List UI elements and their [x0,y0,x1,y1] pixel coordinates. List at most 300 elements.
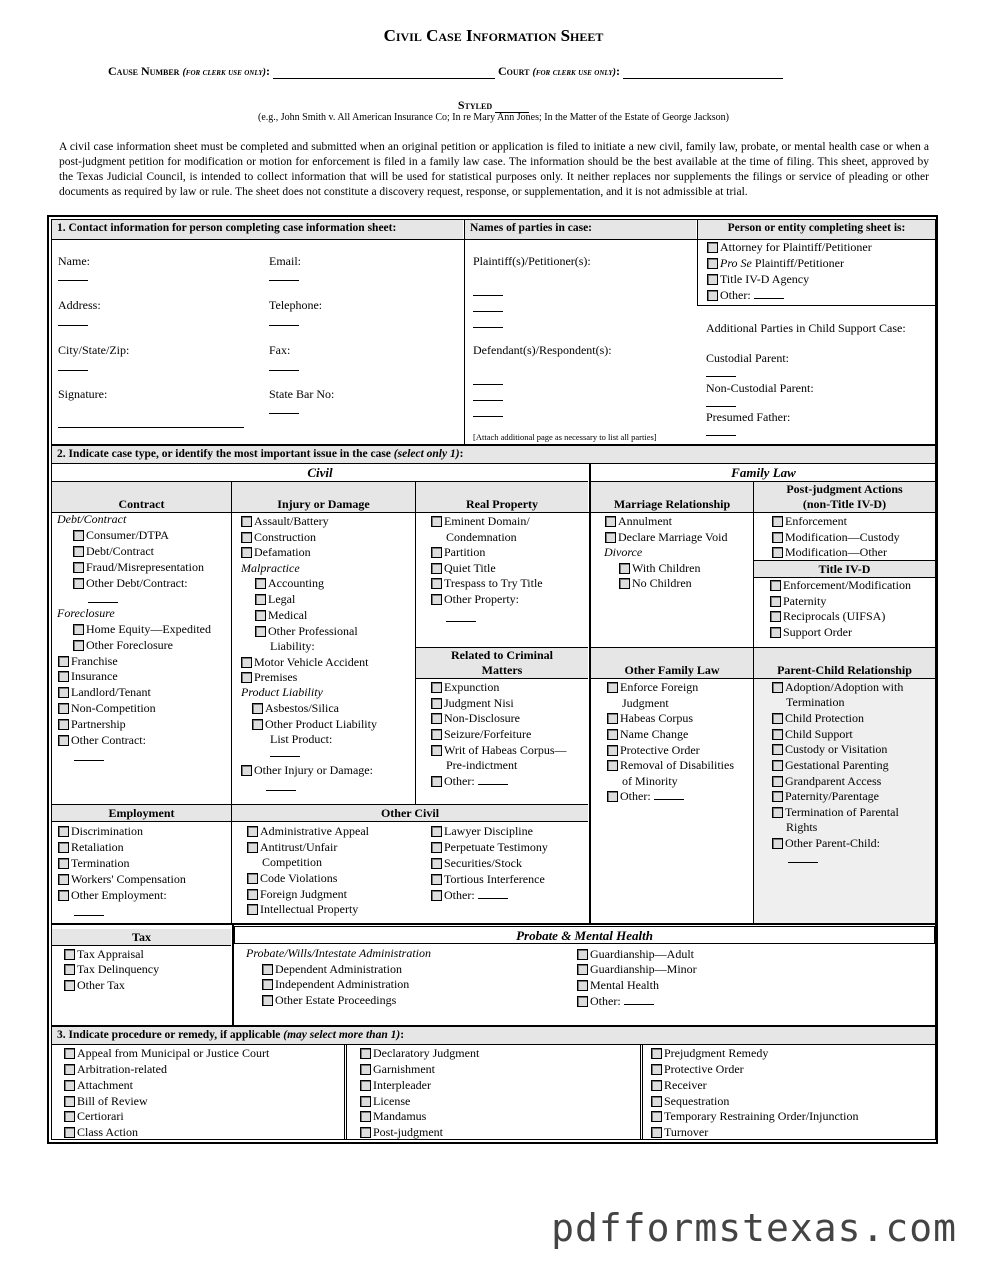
divorce-item[interactable]: With Children [619,561,701,577]
guardianship-item[interactable]: Guardianship—Adult [577,947,694,963]
malpractice-item[interactable]: Accounting [255,576,324,592]
other-civil-item[interactable]: Intellectual Property [247,902,358,918]
foreclosure-item[interactable]: Other Foreclosure [73,638,173,654]
contract-other-item[interactable]: Franchise [58,654,118,670]
parent-child-item[interactable]: Child Protection [772,711,864,727]
malpractice-item[interactable]: Other Professional [255,624,358,640]
checkbox[interactable] [58,842,69,853]
checkbox[interactable] [64,1080,75,1091]
barno-label: State Bar No: [269,387,335,401]
injury-item[interactable]: Assault/Battery [241,514,329,530]
checkbox[interactable] [262,964,273,975]
checkbox[interactable] [360,1127,371,1138]
checkbox[interactable] [772,682,783,693]
checkbox[interactable] [707,274,718,285]
checkbox[interactable] [64,949,75,960]
injury-item[interactable]: Construction [241,530,316,546]
checkbox[interactable] [252,719,263,730]
checkbox[interactable] [651,1048,662,1059]
liability-label: Liability: [270,639,315,653]
procedure-item[interactable]: Temporary Restraining Order/Injunction [651,1109,858,1125]
procedure-item[interactable]: Interpleader [360,1078,431,1094]
blank-field[interactable] [788,852,818,863]
title-ivd-item[interactable]: Support Order [770,625,852,641]
postjudgment-item[interactable]: Modification—Custody [772,530,900,546]
checkbox[interactable] [360,1064,371,1075]
court-note: (for clerk use only) [532,67,617,78]
checkbox[interactable] [73,546,84,557]
checkbox[interactable] [431,776,442,787]
blank-field[interactable] [478,888,508,899]
checkbox[interactable] [577,996,588,1007]
checkbox[interactable] [431,874,442,885]
injury-item[interactable]: Premises [241,670,297,686]
parent-child-item-cont: Rights [786,820,818,834]
checkbox[interactable] [58,874,69,885]
tax-item[interactable]: Tax Delinquency [64,962,159,978]
checkbox[interactable] [360,1111,371,1122]
attach-note: [Attach additional page as necessary to list all parties] [473,432,657,442]
criminal-item[interactable]: Judgment Nisi [431,696,514,712]
marriage-item[interactable]: Declare Marriage Void [605,530,728,546]
cause-note: (for clerk use only) [182,67,266,78]
real-item[interactable]: Other Property: [431,592,519,608]
criminal-header: Related to Criminal Matters [416,648,588,678]
other-civil-item[interactable]: Foreign Judgment [247,887,347,903]
criminal-item[interactable]: Non-Disclosure [431,711,520,727]
checkbox[interactable] [247,904,258,915]
checkbox[interactable] [651,1096,662,1107]
procedure-item[interactable]: Mandamus [360,1109,426,1125]
checkbox[interactable] [619,563,630,574]
contract-header: Contract [52,482,231,512]
blank-field[interactable] [88,592,118,603]
postjudgment-item[interactable]: Modification—Other [772,545,887,561]
checkbox[interactable] [431,594,442,605]
checkbox[interactable] [431,713,442,724]
tax-header: Tax [52,929,231,945]
checkbox[interactable] [772,807,783,818]
checkbox[interactable] [577,980,588,991]
procedure-item[interactable]: Protective Order [651,1062,744,1078]
parent-child-item[interactable]: Gestational Parenting [772,758,889,774]
checkbox[interactable] [707,242,718,253]
checkbox[interactable] [241,532,252,543]
checkbox[interactable] [431,858,442,869]
checkbox[interactable] [577,964,588,975]
guardianship-item[interactable]: Other: [577,994,654,1010]
title-ivd-item[interactable]: Paternity [770,594,826,610]
noncustodial-field[interactable] [706,396,736,407]
other-family-item[interactable]: Habeas Corpus [607,711,693,727]
cause-court-line: Cause Number (for clerk use only): Court (for clerk use only): [108,64,783,79]
checkbox[interactable] [64,1111,75,1122]
procedure-item[interactable]: Post-judgment [360,1125,443,1141]
checkbox[interactable] [431,682,442,693]
plaintiff-field-1[interactable] [473,285,503,296]
blank-field[interactable] [74,905,104,916]
injury-item[interactable]: Motor Vehicle Accident [241,655,368,671]
checkbox[interactable] [247,889,258,900]
employment-item[interactable]: Workers' Compensation [58,872,186,888]
telephone-field[interactable] [269,315,299,326]
father-label: Presumed Father: [706,410,791,424]
probate-item[interactable]: Independent Administration [262,977,409,993]
other-family-item-cont: Judgment [622,696,669,710]
checkbox[interactable] [241,547,252,558]
name-label: Name: [58,254,90,268]
opt-title-ivd[interactable]: Title IV-D Agency [707,272,809,288]
procedure-item[interactable]: License [360,1094,410,1110]
procedure-item[interactable]: Arbitration-related [64,1062,167,1078]
other-civil-item[interactable]: Securities/Stock [431,856,522,872]
contract-item[interactable]: Consumer/DTPA [73,528,169,544]
blank-field[interactable] [270,746,300,757]
checkbox[interactable] [772,729,783,740]
checkbox[interactable] [431,842,442,853]
cause-label: Cause Number [108,64,180,78]
malpractice-item[interactable]: Medical [255,608,307,624]
defendant-field-1[interactable] [473,374,503,385]
parent-child-item[interactable]: Grandparent Access [772,774,881,790]
real-item[interactable]: Quiet Title [431,561,496,577]
styled-line [0,98,987,113]
parent-child-item[interactable]: Termination of Parental [772,805,899,821]
checkbox[interactable] [64,980,75,991]
checkbox[interactable] [58,735,69,746]
opt-attorney[interactable]: Attorney for Plaintiff/Petitioner [707,240,872,256]
checkbox[interactable] [707,258,718,269]
checkbox[interactable] [772,547,783,558]
checkbox[interactable] [255,594,266,605]
plaintiff-field-2[interactable] [473,301,503,312]
checkbox[interactable] [770,611,781,622]
checkbox[interactable] [772,760,783,771]
procedure-item[interactable]: Garnishment [360,1062,435,1078]
blank-field[interactable] [266,780,296,791]
parent-child-item[interactable]: Other Parent-Child: [772,836,880,852]
checkbox[interactable] [64,964,75,975]
additional-parties-label: Additional Parties in Child Support Case: [706,321,906,335]
checkbox[interactable] [247,873,258,884]
blank-field[interactable] [624,994,654,1005]
product-liability-subhead: Product Liability [241,685,323,699]
checkbox[interactable] [607,791,618,802]
contract-other-item[interactable]: Partnership [58,717,126,733]
blank-field[interactable] [478,774,508,785]
blank-field[interactable] [754,288,784,299]
checkbox[interactable] [241,672,252,683]
blank-field[interactable] [446,611,476,622]
watermark: pdfformstexas.com [551,1206,957,1250]
checkbox[interactable] [431,563,442,574]
checkbox[interactable] [431,578,442,589]
plaintiff-field-3[interactable] [473,317,503,328]
tax-item[interactable]: Tax Appraisal [64,947,144,963]
checkbox[interactable] [73,530,84,541]
checkbox[interactable] [707,290,718,301]
checkbox[interactable] [607,745,618,756]
checkbox[interactable] [431,826,442,837]
other-civil-item[interactable]: Perpetuate Testimony [431,840,548,856]
section1-person-title: Person or entity completing sheet is: [698,220,935,239]
guardianship-item[interactable]: Guardianship—Minor [577,962,697,978]
probate-item[interactable]: Dependent Administration [262,962,402,978]
checkbox[interactable] [431,745,442,756]
checkbox[interactable] [431,698,442,709]
checkbox[interactable] [772,713,783,724]
checkbox[interactable] [772,791,783,802]
parent-child-item[interactable]: Paternity/Parentage [772,789,879,805]
divorce-subhead: Divorce [604,545,643,559]
contract-other-item[interactable]: Landlord/Tenant [58,685,151,701]
divorce-item[interactable]: No Children [619,576,692,592]
other-civil-header: Other Civil [232,805,588,821]
product-item[interactable]: Other Product Liability [252,717,377,733]
procedure-item[interactable]: Appeal from Municipal or Justice Court [64,1046,269,1062]
telephone-label: Telephone: [269,298,323,312]
checkbox[interactable] [772,776,783,787]
city-field[interactable] [58,360,88,371]
tax-item[interactable]: Other Tax [64,978,125,994]
checkbox[interactable] [770,580,781,591]
checkbox[interactable] [360,1080,371,1091]
other-family-item[interactable]: Other: [607,789,684,805]
other-family-item[interactable]: Removal of Disabilities [607,758,734,774]
title-ivd-header: Title IV-D [754,561,935,577]
checkbox[interactable] [651,1127,662,1138]
address-field[interactable] [58,315,88,326]
checkbox[interactable] [58,858,69,869]
other-civil-item[interactable]: Administrative Appeal [247,824,369,840]
custodial-field[interactable] [706,366,736,377]
malpractice-item[interactable]: Legal [255,592,295,608]
other-family-item-cont: of Minority [622,774,678,788]
procedure-item[interactable]: Receiver [651,1078,707,1094]
checkbox[interactable] [262,979,273,990]
checkbox[interactable] [431,890,442,901]
noncustodial-label: Non-Custodial Parent: [706,381,814,395]
checkbox[interactable] [772,516,783,527]
checkbox[interactable] [607,713,618,724]
employment-item[interactable]: Retaliation [58,840,124,856]
procedure-item[interactable]: Sequestration [651,1094,729,1110]
real-item[interactable]: Partition [431,545,485,561]
checkbox[interactable] [619,578,630,589]
checkbox[interactable] [360,1048,371,1059]
section2-title: 2. Indicate case type, or identify the most important issue in the case (select only 1): [52,446,935,463]
real-item[interactable]: Trespass to Try Title [431,576,543,592]
injury-item[interactable]: Defamation [241,545,311,561]
checkbox[interactable] [770,596,781,607]
other-civil-item[interactable]: Other: [431,888,508,904]
contract-item[interactable]: Other Debt/Contract: [73,576,188,592]
contract-other-item[interactable]: Other Contract: [58,733,146,749]
checkbox[interactable] [255,626,266,637]
title-ivd-item[interactable]: Enforcement/Modification [770,578,911,594]
checkbox[interactable] [64,1064,75,1075]
procedure-item[interactable]: Certiorari [64,1109,124,1125]
criminal-item-cont: Pre-indictment [446,758,518,772]
other-family-item[interactable]: Name Change [607,727,688,743]
court-field[interactable] [623,66,783,79]
other-family-item[interactable]: Enforce Foreign [607,680,698,696]
checkbox[interactable] [255,578,266,589]
criminal-item[interactable]: Expunction [431,680,499,696]
malpractice-subhead: Malpractice [241,561,300,575]
criminal-item[interactable]: Other: [431,774,508,790]
procedure-item[interactable]: Declaratory Judgment [360,1046,479,1062]
opt-pro-se[interactable]: Pro Se Plaintiff/Petitioner [707,256,844,272]
contract-other-item[interactable]: Insurance [58,669,118,685]
marriage-header: Marriage Relationship [591,482,753,512]
checkbox[interactable] [73,640,84,651]
probate-item[interactable]: Other Estate Proceedings [262,993,396,1009]
product-item[interactable]: Asbestos/Silica [252,701,339,717]
checkbox[interactable] [772,838,783,849]
contract-other-item[interactable]: Non-Competition [58,701,156,717]
parent-child-item[interactable]: Adoption/Adoption with [772,680,903,696]
contract-item[interactable]: Debt/Contract [73,544,154,560]
name-field[interactable] [58,270,88,281]
employment-item[interactable]: Termination [58,856,129,872]
foreclosure-item[interactable]: Home Equity—Expedited [73,622,211,638]
checkbox[interactable] [247,826,258,837]
checkbox[interactable] [770,627,781,638]
employment-header: Employment [52,805,231,821]
checkbox[interactable] [577,949,588,960]
defendant-field-2[interactable] [473,390,503,401]
other-civil-item[interactable]: Tortious Interference [431,872,545,888]
checkbox[interactable] [73,624,84,635]
other-family-item[interactable]: Protective Order [607,743,700,759]
checkbox[interactable] [262,995,273,1006]
parent-child-item[interactable]: Custody or Visitation [772,742,887,758]
employment-item[interactable]: Discrimination [58,824,143,840]
employment-item[interactable]: Other Employment: [58,888,167,904]
procedure-item[interactable]: Attachment [64,1078,133,1094]
opt-other[interactable]: Other: [707,288,784,304]
checkbox[interactable] [772,532,783,543]
parent-child-item[interactable]: Child Support [772,727,853,743]
foreclosure-subhead: Foreclosure [57,606,115,620]
section1-parties-title: Names of parties in case: [465,220,696,239]
checkbox[interactable] [431,516,442,527]
procedure-item[interactable]: Turnover [651,1125,708,1141]
section1-contact-title: 1. Contact information for person completing case information sheet: [52,220,463,239]
debt-contract-subhead: Debt/Contract [57,512,127,526]
checkbox[interactable] [247,842,258,853]
checkbox[interactable] [58,703,69,714]
postjudgment-item[interactable]: Enforcement [772,514,847,530]
other-civil-item[interactable]: Code Violations [247,871,337,887]
checkbox[interactable] [58,656,69,667]
blank-field[interactable] [654,789,684,800]
checkbox[interactable] [73,562,84,573]
checkbox[interactable] [431,729,442,740]
defendant-field-3[interactable] [473,406,503,417]
other-family-header: Other Family Law [591,648,753,678]
real-item[interactable]: Eminent Domain/ [431,514,530,530]
checkbox[interactable] [64,1048,75,1059]
checkbox[interactable] [241,765,252,776]
barno-field[interactable] [269,403,299,414]
marriage-item[interactable]: Annulment [605,514,672,530]
checkbox[interactable] [607,729,618,740]
city-label: City/State/Zip: [58,343,130,357]
checkbox[interactable] [607,760,618,771]
list-product-label: List Product: [270,732,333,746]
procedure-item[interactable]: Bill of Review [64,1094,148,1110]
father-field[interactable] [706,425,736,436]
email-field[interactable] [269,270,299,281]
checkbox[interactable] [58,671,69,682]
criminal-item[interactable]: Writ of Habeas Corpus— [431,743,567,759]
checkbox[interactable] [241,657,252,668]
checkbox[interactable] [58,890,69,901]
criminal-item[interactable]: Seizure/Forfeiture [431,727,531,743]
address-label: Address: [58,298,101,312]
civil-header: Civil [307,465,333,480]
parent-child-header: Parent-Child Relationship [754,648,935,678]
guardianship-item[interactable]: Mental Health [577,978,659,994]
checkbox[interactable] [605,516,616,527]
custodial-label: Custodial Parent: [706,351,789,365]
fax-field[interactable] [269,360,299,371]
styled-example: (e.g., John Smith v. All American Insurance Co; In re Mary Ann Jones; In the Matter of the Estate of George Jackson) [257,112,729,123]
contract-item[interactable]: Fraud/Misrepresentation [73,560,204,576]
checkbox[interactable] [58,687,69,698]
real-property-header: Real Property [416,482,588,512]
other-civil-item-cont: Competition [262,855,322,869]
signature-label: Signature: [58,387,108,401]
parent-child-item-cont: Termination [786,695,845,709]
injury-header: Injury or Damage [232,482,415,512]
other-civil-item[interactable]: Lawyer Discipline [431,824,533,840]
checkbox[interactable] [605,532,616,543]
form-title: Civil Case Information Sheet [383,26,604,45]
plaintiff-label: Plaintiff(s)/Petitioner(s): [473,254,591,268]
checkbox[interactable] [241,516,252,527]
checkbox[interactable] [58,826,69,837]
signature-field[interactable] [58,417,244,428]
checkbox[interactable] [252,703,263,714]
checkbox[interactable] [431,547,442,558]
checkbox[interactable] [58,719,69,730]
intro-paragraph: A civil case information sheet must be completed and submitted when an original petition or application is filed to initiate a new civil, family law, probate, or mental health case or when a post-judgment petition for modification or motion for enforcement is filed in a family law case. The information should be the best available at the time of filing. This sheet, approved by the Texas Judicial Council, is intended to collect information that will be used for statistical purposes only. It neither replaces nor supplements the filings or service of pleading or other documents as required by law or rule. The sheet does not constitute a discovery request, response, or supplementation, and it is not admissible at trial. [59,141,929,198]
blank-field[interactable] [74,750,104,761]
checkbox[interactable] [607,682,618,693]
court-label: Court [497,64,530,78]
checkbox[interactable] [255,610,266,621]
section3-title: 3. Indicate procedure or remedy, if applicable (may select more than 1): [52,1027,935,1044]
checkbox[interactable] [64,1096,75,1107]
checkbox[interactable] [651,1064,662,1075]
checkbox[interactable] [772,744,783,755]
title-ivd-item[interactable]: Reciprocals (UIFSA) [770,609,885,625]
procedure-item[interactable]: Class Action [64,1125,138,1141]
injury-other-item[interactable]: Other Injury or Damage: [241,763,373,779]
checkbox[interactable] [651,1080,662,1091]
procedure-item[interactable]: Prejudgment Remedy [651,1046,768,1062]
checkbox[interactable] [73,578,84,589]
checkbox[interactable] [651,1111,662,1122]
checkbox[interactable] [360,1096,371,1107]
checkbox[interactable] [64,1127,75,1138]
cause-number-field[interactable] [273,66,495,79]
email-label: Email: [269,254,301,268]
other-civil-item[interactable]: Antitrust/Unfair [247,840,337,856]
